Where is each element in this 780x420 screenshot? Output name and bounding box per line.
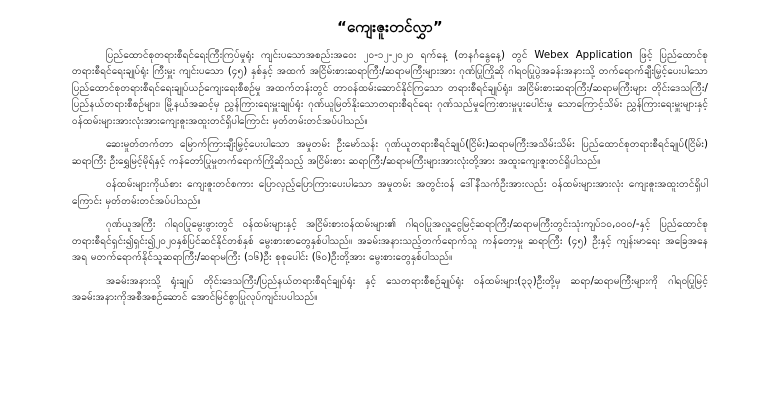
- paragraph-4: ဂုဏ်ယူအကြီး ဂါရဝပြုမွေးဖွားတွင် ဝန်ထမ်းများနှင့် အငြိမ်းစားဝန်ထမ်းများ၏ ဂါရဝပြုအလှူငွေမြင့်ဆရာကြီး/ဆရာမကြီးတွင်းသုံးကျပ်၁၀,၀၀၀/-နှင့် ပြည်ထောင်စုတရားစီရင်ရှင်း၍ရှင်း၍၂၀၂၀နှစ်ပြင်ဆင်နိုင်တစ်နှစ် မွေးစားစာတွေနှစ်ပါသည်။ အခမ်းအနားသည့်တက်ရောက်သူ ကန်တော့မှု ဆရာကြီး (၄၅) ဦးနှင့် ကျန်းမာရေး အခြေအနေအရ မတက်ရောက်နိုင်သူဆရာကြီး/ဆရာမကြီး (၁၆)ဦး စုစုပေါင်း (၆၀)ဦးတို့အား မွေးစားတွေနှစ်ပါသည်။: [72, 219, 708, 264]
- paragraph-3: ဝန်ထမ်းများကိုယ်စား ကျေးဇူးတင်စကား ပြောလှည့်ပြောကြားပေးပါသော အမှုတမ်း အတွင်းဝန် ဒေါ်နီသက်ဦးအားလည်း ဝန်ထမ်းများအားလုံး ကျေးဇူးအထူးတင်ရှိပါကြောင်း မှတ်တမ်းတင်အပ်ပါသည်။: [72, 179, 708, 207]
- paragraph-1: ပြည်ထောင်စုတရားစီရင်ရေးကြီးကြပ်မှုရုံး ကျင်းပသောအစည်းအဝေး ၂၀-၁၂-၂၀၂၀ ရက်နေ့ (တနင်္ဂနွေနေ့) တွင် Webex Application ဖြင့် ပြည်ထောင်စုတရားစီရင်ရေးချုပ်ရုံး ကြီးမှူး ကျင်းပသော (၄၅) နှစ်နှင့် အထက် အငြိမ်းစားဆရာကြီး/ဆရာမကြီးများအား ဂုဏ်ပြုကြိုဆို ဂါရဝပြုပွဲအခန်းအနားသို့ တက်ရောက်ချီးမြှင့်ပေးပါသော ပြည်ထောင်စုတရားစီရင်ရေးချုပ်ယဉ်ကျေးရေးစီစဉ်မှု အထက်တန်းတွင် တာဝန်ထမ်းဆောင်နိုင်ကြသော တရားစီရင်ချုပ်ရုံး၊ အငြိမ်းစားဆရာကြီး/ဆရာမကြီးများ တိုင်းဒေသကြီး/ပြည်နယ်တရားစီစဉ်များ၊ မြို့နယ်အဆင့်မှ ညွှန်ကြားရေးမှူးချုပ်ရုံး ဂုဏ်ယူမြတ်နိုးသောတရားစီရင်ရေး ဂုဏ်သည်မှုကြေးစားမှုပူးပေါင်းမှု သောကြောင့်သိမ်း ညွှန်ကြားရေးမှူးများနှင့် ဝန်ထမ်းများအားလုံးအားကျေးဇူးအထူးတင်ရှိပါကြောင်း မှတ်တမ်းတင်အပ်ပါသည်။: [72, 49, 708, 127]
- page-title: “ကျေးဇူးတင်လွှာ”: [336, 18, 443, 36]
- paragraph-2: ဆေးမှုတ်တက်တာ မြောက်ကြားချီးမြှင့်ပေးပါသော အမှုတမ်း ဦးမော်သန်း ဂုဏ်ယူတရားစီရင်ချုပ်(ငြိမ်း)ဆရာမကြီးအသိမ်းသိမ်း ပြည်ထောင်စုတရားစီရင်ချုပ်(ငြိမ်း) ဆရာကြီး ဦးရွှေမြင့်မိုရ်နှင့် ကန်တော်ပြုမှုတက်ရောက်ကြိုဆိုသည့် အငြိမ်းစား ဆရာကြီး/ဆရာမကြီးများအားလုံးတို့အား အထူးကျေးဇူးတင်ရှိပါသည်။: [72, 139, 708, 167]
- paragraph-5: အခမ်းအနားသို့ ရုံးချုပ် တိုင်းဒေသကြီး/ပြည်နယ်တရားစီရင်ချုပ်ရုံး နှင့် သေတရားစီစဉ်ချုပ်ရုံး ဝန်ထမ်းများ(၃၃)ဦးတို့မှ ဆရာ/ဆရာမကြီးများကို ဂါရဝပြုမြင့် အခမ်းအနားကိုအစီအစဉ်ဆောင် အောင်မြင်စွာပြုလုပ်ကျင်းပပါသည်။: [72, 275, 708, 304]
